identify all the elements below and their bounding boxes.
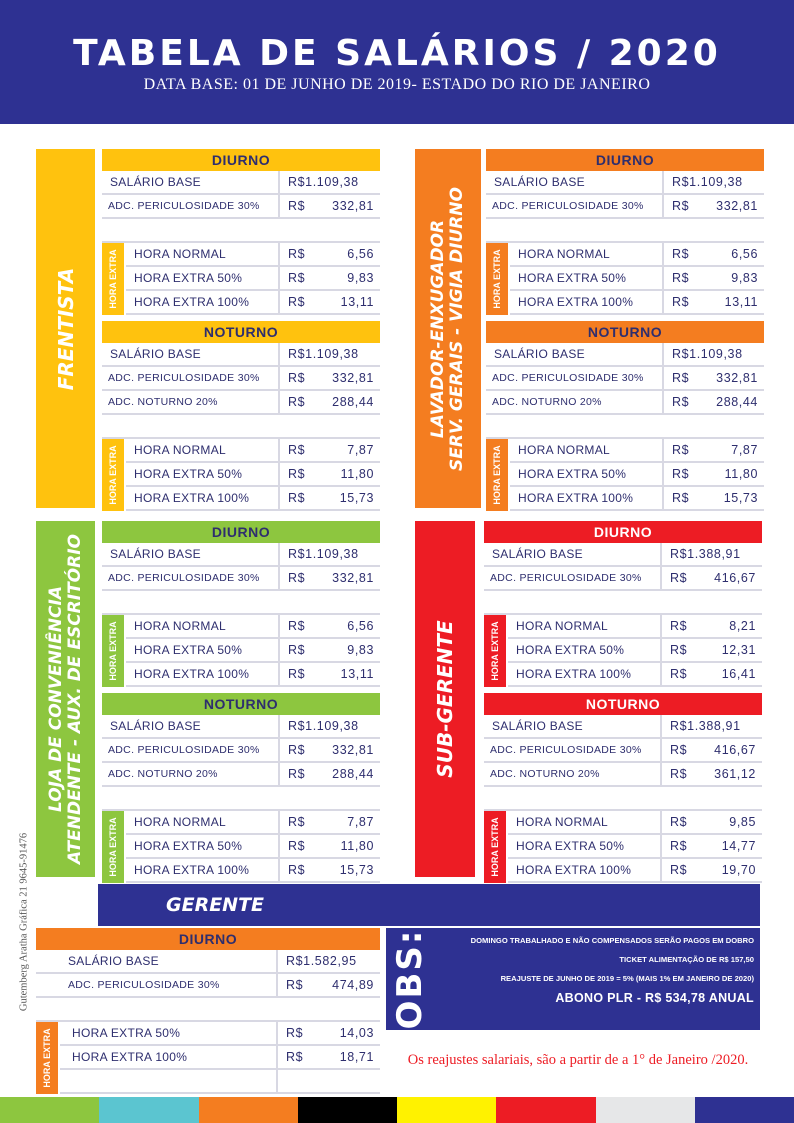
row-salario-base — [484, 715, 762, 739]
row-hora-extra-50 — [126, 267, 380, 291]
row-hora-extra-50 — [60, 1022, 380, 1046]
header-banner — [0, 0, 794, 124]
table-header-diurno: DIURNO — [486, 149, 764, 171]
label-remuneracao: REMUNERAÇÃO — [484, 787, 662, 809]
label-adc-noturno: ADC. NOTURNO 20% — [102, 391, 280, 413]
row-salario-base — [102, 343, 380, 367]
value-hora-extra-50: R$ 11,80 — [282, 835, 380, 857]
value-salario-base: R$1.109,38 — [282, 343, 380, 365]
row-adc-noturno — [484, 763, 762, 787]
footer-stripe — [596, 1097, 695, 1123]
value-hora-extra-100: R$ 18,71 — [280, 1046, 380, 1068]
page-subtitle: DATA BASE: 01 DE JUNHO DE 2019- ESTADO DO RIO DE JANEIRO — [143, 76, 651, 93]
row-hora-extra-50 — [508, 639, 762, 663]
label-adc-periculosidade: ADC. PERICULOSIDADE 30% — [486, 195, 664, 217]
value-hora-extra-50: R$ 14,03 — [280, 1022, 380, 1044]
row-adc-periculosidade — [102, 739, 380, 763]
table-header-diurno: DIURNO — [36, 928, 380, 950]
label-hora-extra-100: HORA EXTRA 100% — [126, 291, 280, 313]
row-remuneracao — [102, 787, 380, 811]
value-adc-periculosidade: R$ 332,81 — [282, 567, 380, 589]
row-salario-base — [102, 543, 380, 567]
lavador-diurno-table — [486, 149, 764, 315]
row-hora-extra-50 — [126, 835, 380, 859]
hora-extra-group — [102, 811, 380, 883]
value-remuneracao: R$ 1.730,63 — [282, 415, 380, 437]
section-title-subgerente: SUB-GERENTE — [432, 620, 457, 778]
label-adc-periculosidade: ADC. PERICULOSIDADE 30% — [486, 367, 664, 389]
label-adc-periculosidade: ADC. PERICULOSIDADE 30% — [102, 367, 280, 389]
value-salario-base: R$1.109,38 — [282, 171, 380, 193]
value-remuneracao: R$ 1.442,19 — [282, 591, 380, 613]
label-remuneracao: REMUNERAÇÃO — [486, 415, 664, 437]
value-adc-noturno: R$ 288,44 — [282, 763, 380, 785]
value-hora-extra-50: R$ 9,83 — [666, 267, 764, 289]
label-adc-noturno: ADC. NOTURNO 20% — [484, 763, 662, 785]
hora-extra-tag: HORA EXTRA — [102, 615, 124, 687]
value-adc-noturno: R$ 288,44 — [282, 391, 380, 413]
row-hora-extra-100 — [60, 1046, 380, 1070]
subgerente-diurno-table — [484, 521, 762, 687]
loja-noturno-table — [102, 693, 380, 883]
row-hora-extra-100 — [126, 291, 380, 315]
row-remuneracao — [102, 219, 380, 243]
row-hora-extra-50 — [126, 639, 380, 663]
loja-diurno-table — [102, 521, 380, 687]
section-bar-gerente — [98, 884, 760, 926]
value-adc-periculosidade: R$ 332,81 — [666, 367, 764, 389]
table-header-noturno: NOTURNO — [102, 693, 380, 715]
label-remuneracao: REMUNERAÇÃO — [102, 591, 280, 613]
row-hora-normal — [508, 615, 762, 639]
value-salario-base: R$1.388,91 — [664, 715, 762, 737]
row-hora-extra-100 — [126, 859, 380, 883]
label-salario-base: SALÁRIO BASE — [102, 343, 280, 365]
label-hora-normal: HORA NORMAL — [126, 615, 280, 637]
row-hora-extra-100 — [508, 859, 762, 883]
hora-extra-group — [486, 439, 764, 511]
row-adc-noturno — [486, 391, 764, 415]
footer-stripe — [199, 1097, 298, 1123]
row-hora-normal — [508, 811, 762, 835]
label-hora-extra-100: HORA EXTRA 100% — [510, 487, 664, 509]
label-adc-periculosidade: ADC. PERICULOSIDADE 30% — [102, 567, 280, 589]
footer-stripe — [0, 1097, 99, 1123]
value-salario-base: R$1.582,95 — [280, 950, 380, 972]
obs-box — [386, 928, 760, 1030]
hora-extra-group — [102, 615, 380, 687]
value-adc-periculosidade: R$ 332,81 — [282, 195, 380, 217]
row-remuneracao — [486, 219, 764, 243]
label-hora-extra-100: HORA EXTRA 100% — [126, 487, 280, 509]
table-header-noturno: NOTURNO — [486, 321, 764, 343]
label-salario-base: SALÁRIO BASE — [484, 543, 662, 565]
label-hora-extra-50: HORA EXTRA 50% — [510, 463, 664, 485]
label-remuneracao: REMUNERAÇÃO — [486, 219, 664, 241]
obs-text — [466, 936, 754, 1012]
section-title-gerente: GERENTE — [166, 894, 265, 916]
row-adc-noturno — [102, 763, 380, 787]
table-header-noturno: NOTURNO — [102, 321, 380, 343]
row-adc-periculosidade — [484, 567, 762, 591]
frentista-diurno-table — [102, 149, 380, 315]
row-hora-extra-100 — [510, 291, 764, 315]
row-adc-periculosidade — [102, 567, 380, 591]
label-adc-periculosidade: ADC. PERICULOSIDADE 30% — [102, 195, 280, 217]
value-hora-extra-100: R$ 15,73 — [282, 859, 380, 881]
hora-extra-tag: HORA EXTRA — [102, 243, 124, 315]
row-hora-extra-50 — [510, 267, 764, 291]
value-hora-extra-100: R$ 13,11 — [282, 291, 380, 313]
row-salario-base — [486, 343, 764, 367]
subgerente-noturno-table — [484, 693, 762, 883]
label-hora-normal: HORA NORMAL — [508, 615, 662, 637]
value-hora-extra-50: R$ 14,77 — [664, 835, 762, 857]
table-header-diurno: DIURNO — [484, 521, 762, 543]
value-adc-periculosidade: R$ 332,81 — [666, 195, 764, 217]
label-adc-periculosidade: ADC. PERICULOSIDADE 30% — [484, 739, 662, 761]
hora-extra-tag: HORA EXTRA — [486, 243, 508, 315]
footer-color-stripes — [0, 1097, 794, 1123]
obs-line-ticket: TICKET ALIMENTAÇÃO DE R$ 157,50 — [619, 955, 754, 964]
value-salario-base: R$1.109,38 — [666, 343, 764, 365]
label-hora-normal: HORA NORMAL — [126, 243, 280, 265]
value-hora-normal: R$ 6,56 — [666, 243, 764, 265]
label-hora-extra-100: HORA EXTRA 100% — [126, 663, 280, 685]
label-adc-periculosidade: ADC. PERICULOSIDADE 30% — [102, 739, 280, 761]
value-hora-normal: R$ 6,56 — [282, 243, 380, 265]
hora-extra-group — [486, 243, 764, 315]
section-title-frentista: FRENTISTA — [53, 267, 78, 390]
value-salario-base: R$1.109,38 — [666, 171, 764, 193]
label-hora-extra-50: HORA EXTRA 50% — [508, 835, 662, 857]
lavador-noturno-table — [486, 321, 764, 511]
row-remuneracao — [102, 415, 380, 439]
value-remuneracao: R$ 1.442,19 — [282, 219, 380, 241]
value-adc-periculosidade: R$ 416,67 — [664, 567, 762, 589]
value-remuneracao: R$ 1.730,63 — [666, 415, 764, 437]
row-adc-periculosidade — [484, 739, 762, 763]
label-salario-base: SALÁRIO BASE — [102, 543, 280, 565]
value-hora-normal: R$ 8,21 — [664, 615, 762, 637]
label-hora-extra-100: HORA EXTRA 100% — [126, 859, 280, 881]
label-remuneracao: REMUNERAÇÃO — [36, 998, 278, 1020]
table-header-noturno: NOTURNO — [484, 693, 762, 715]
value-hora-extra-100: R$ 15,73 — [666, 487, 764, 509]
row-remuneracao — [36, 998, 380, 1022]
label-salario-base: SALÁRIO BASE — [102, 715, 280, 737]
label-hora-normal: HORA NORMAL — [126, 811, 280, 833]
footer-stripe — [99, 1097, 198, 1123]
value-remuneracao: R$ 1.805,58 — [664, 591, 762, 613]
label-adc-noturno: ADC. NOTURNO 20% — [102, 763, 280, 785]
value-hora-extra-100: R$ 13,11 — [666, 291, 764, 313]
value-hora-normal: R$ 7,87 — [282, 811, 380, 833]
section-title-lavador — [429, 187, 467, 471]
row-hora-normal — [510, 439, 764, 463]
row-hora-normal — [126, 439, 380, 463]
footer-stripe — [397, 1097, 496, 1123]
row-hora-normal — [126, 811, 380, 835]
row-adc-periculosidade — [486, 195, 764, 219]
section-title-lavador-line1: LAVADOR-ENXUGADOR — [427, 219, 448, 438]
section-bar-loja — [36, 521, 95, 877]
hora-extra-tag: HORA EXTRA — [486, 439, 508, 511]
value-hora-extra-50: R$ 11,80 — [282, 463, 380, 485]
hora-extra-group — [36, 1022, 380, 1094]
row-hora-extra-100 — [508, 663, 762, 687]
value-hora-extra-50: R$ 9,83 — [282, 267, 380, 289]
row-salario-base — [102, 171, 380, 195]
row-remuneracao — [102, 591, 380, 615]
obs-label: OBS: — [390, 928, 430, 1030]
value-hora-extra-100: R$ 19,70 — [664, 859, 762, 881]
label-hora-extra-100: HORA EXTRA 100% — [510, 291, 664, 313]
hora-extra-tag: HORA EXTRA — [102, 811, 124, 883]
label-hora-normal: HORA NORMAL — [510, 243, 664, 265]
label-hora-normal: HORA NORMAL — [126, 439, 280, 461]
table-header-diurno: DIURNO — [102, 521, 380, 543]
label-adc-periculosidade: ADC. PERICULOSIDADE 30% — [36, 974, 278, 996]
value-hora-extra-100: R$ 13,11 — [282, 663, 380, 685]
section-bar-lavador — [415, 149, 481, 508]
label-remuneracao: REMUNERAÇÃO — [484, 591, 662, 613]
label-remuneracao: REMUNERAÇÃO — [102, 219, 280, 241]
label-hora-extra-50: HORA EXTRA 50% — [508, 639, 662, 661]
table-header-diurno: DIURNO — [102, 149, 380, 171]
hora-extra-tag: HORA EXTRA — [102, 439, 124, 511]
obs-line-abono: ABONO PLR - R$ 534,78 ANUAL — [555, 991, 754, 1005]
hora-extra-tag: HORA EXTRA — [484, 811, 506, 883]
value-hora-extra-50: R$ 9,83 — [282, 639, 380, 661]
value-salario-base: R$1.109,38 — [282, 715, 380, 737]
value-hora-extra-100: R$ 15,73 — [282, 487, 380, 509]
row-hora-extra-100 — [510, 487, 764, 511]
label-hora-extra-50: HORA EXTRA 50% — [510, 267, 664, 289]
value-hora-extra-50: R$ 11,80 — [666, 463, 764, 485]
row-hora-extra-50 — [508, 835, 762, 859]
obs-line-reajuste: REAJUSTE DE JUNHO DE 2019 = 5% (MAIS 1% EM JANEIRO DE 2020) — [500, 974, 754, 983]
label-salario-base: SALÁRIO BASE — [486, 171, 664, 193]
value-hora-normal: R$ 6,56 — [282, 615, 380, 637]
label-hora-extra-100: HORA EXTRA 100% — [508, 859, 662, 881]
row-remuneracao — [486, 415, 764, 439]
label-remuneracao: REMUNERAÇÃO — [102, 787, 280, 809]
row-adc-noturno — [102, 391, 380, 415]
row-hora-extra-100 — [126, 663, 380, 687]
value-remuneracao: R$ 2.166,70 — [664, 787, 762, 809]
frentista-noturno-table — [102, 321, 380, 511]
label-hora-extra-100: HORA EXTRA 100% — [508, 663, 662, 685]
row-hora-extra-50 — [510, 463, 764, 487]
label-adc-periculosidade: ADC. PERICULOSIDADE 30% — [484, 567, 662, 589]
label-hora-extra-50: HORA EXTRA 50% — [126, 267, 280, 289]
value-adc-periculosidade: R$ 474,89 — [280, 974, 380, 996]
value-adc-noturno: R$ 361,12 — [664, 763, 762, 785]
section-title-lavador-line2: SERV. GERAIS - VIGIA DIURNO — [447, 186, 467, 471]
label-hora-extra-50: HORA EXTRA 50% — [126, 639, 280, 661]
value-remuneracao: R$ 1.730,63 — [282, 787, 380, 809]
row-remuneracao — [484, 591, 762, 615]
row-remuneracao — [484, 787, 762, 811]
row-salario-base — [102, 715, 380, 739]
row-hora-normal — [510, 243, 764, 267]
row-hora-extra-50 — [126, 463, 380, 487]
page-title: TABELA DE SALÁRIOS / 2020 — [73, 33, 721, 74]
label-salario-base: SALÁRIO BASE — [484, 715, 662, 737]
label-hora-extra-50: HORA EXTRA 50% — [126, 463, 280, 485]
label-adc-noturno: ADC. NOTURNO 20% — [486, 391, 664, 413]
label-salario-base: SALÁRIO BASE — [36, 950, 278, 972]
section-bar-subgerente — [415, 521, 475, 877]
label-hora-normal: HORA NORMAL — [508, 811, 662, 833]
row-salario-base — [36, 950, 380, 974]
hora-extra-group — [484, 615, 762, 687]
value-remuneracao: R$ 2.057,84 — [280, 998, 380, 1020]
row-salario-base — [486, 171, 764, 195]
value-hora-normal: R$ 7,87 — [666, 439, 764, 461]
footer-stripe — [695, 1097, 794, 1123]
row-hora-extra-100 — [126, 487, 380, 511]
reajuste-note: Os reajustes salariais, são a partir de a 1° de Janeiro /2020. — [407, 1052, 749, 1068]
row-hora-normal — [126, 243, 380, 267]
value-salario-base: R$1.109,38 — [282, 543, 380, 565]
label-hora-extra-50: HORA EXTRA 50% — [60, 1022, 278, 1044]
footer-stripe — [496, 1097, 595, 1123]
section-bar-frentista — [36, 149, 95, 508]
value-adc-periculosidade: R$ 416,67 — [664, 739, 762, 761]
section-title-loja — [46, 534, 84, 864]
value-adc-periculosidade: R$ 332,81 — [282, 367, 380, 389]
label-hora-normal: HORA NORMAL — [510, 439, 664, 461]
label-salario-base: SALÁRIO BASE — [486, 343, 664, 365]
value-hora-extra-100: R$ 16,41 — [664, 663, 762, 685]
section-title-loja-line2: ATENDENTE - AUX. DE ESCRITÓRIO — [64, 533, 85, 865]
value-adc-periculosidade: R$ 332,81 — [282, 739, 380, 761]
row-adc-periculosidade — [102, 367, 380, 391]
hora-extra-group — [102, 439, 380, 511]
label-hora-extra-50: HORA EXTRA 50% — [126, 835, 280, 857]
obs-line-domingo: DOMINGO TRABALHADO E NÃO COMPENSADOS SERÃO PAGOS EM DOBRO — [470, 936, 754, 945]
row-adc-periculosidade — [102, 195, 380, 219]
footer-stripe — [298, 1097, 397, 1123]
label-hora-extra-100: HORA EXTRA 100% — [60, 1046, 278, 1068]
row-empty — [60, 1070, 380, 1094]
label-remuneracao: REMUNERAÇÃO — [102, 415, 280, 437]
hora-extra-tag: HORA EXTRA — [484, 615, 506, 687]
printer-credit: Gutemberg Aratha Gráfica 21 9645-91476 — [18, 832, 30, 1012]
row-salario-base — [484, 543, 762, 567]
value-remuneracao: R$ 1.442,19 — [666, 219, 764, 241]
row-hora-normal — [126, 615, 380, 639]
value-adc-noturno: R$ 288,44 — [666, 391, 764, 413]
label-salario-base: SALÁRIO BASE — [102, 171, 280, 193]
value-hora-normal: R$ 7,87 — [282, 439, 380, 461]
hora-extra-tag: HORA EXTRA — [36, 1022, 58, 1094]
value-hora-normal: R$ 9,85 — [664, 811, 762, 833]
gerente-diurno-table — [36, 928, 380, 1094]
hora-extra-group — [102, 243, 380, 315]
row-adc-periculosidade — [36, 974, 380, 998]
value-salario-base: R$1.388,91 — [664, 543, 762, 565]
value-hora-extra-50: R$ 12,31 — [664, 639, 762, 661]
row-adc-periculosidade — [486, 367, 764, 391]
section-title-loja-line1: LOJA DE CONVENIÊNCIA — [45, 586, 66, 813]
hora-extra-group — [484, 811, 762, 883]
